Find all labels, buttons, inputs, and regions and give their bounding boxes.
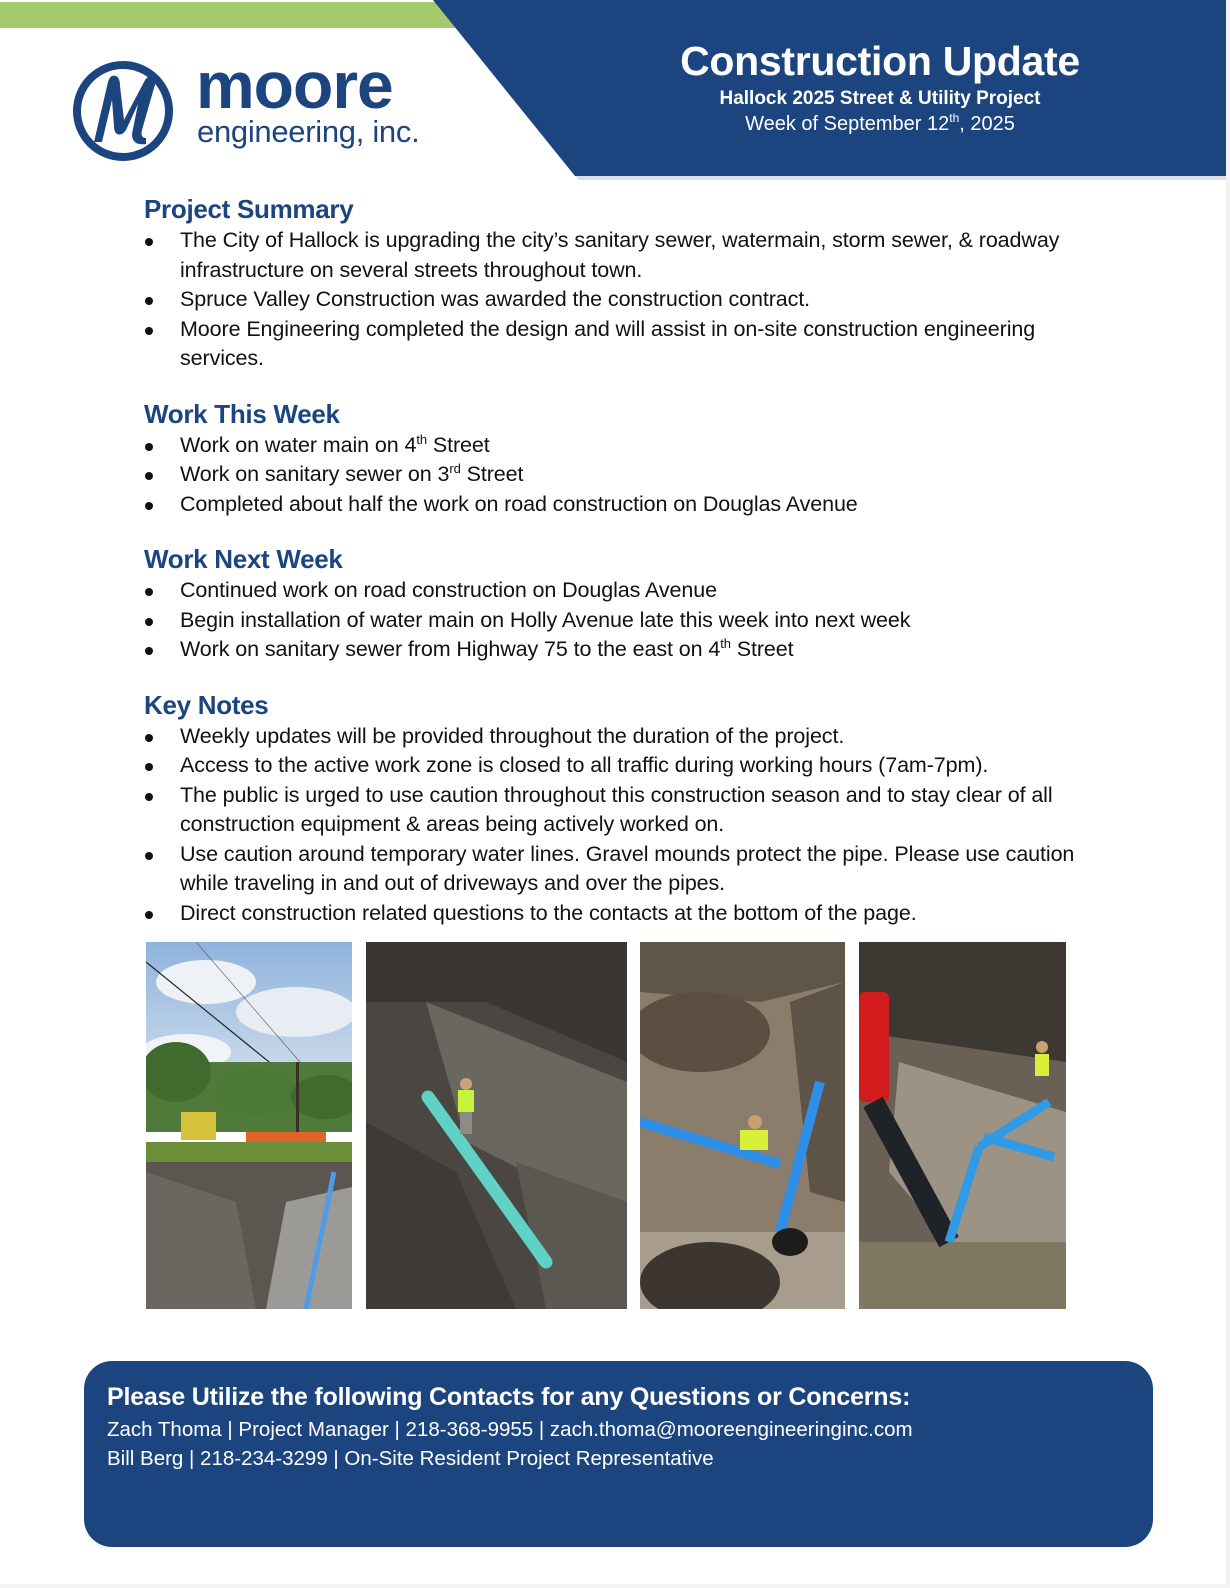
list-item-text: Work on water main on 4	[180, 432, 417, 457]
list-item-text: Direct construction related questions to the contacts at the bottom of the page.	[180, 900, 917, 925]
bullet-icon	[145, 763, 153, 771]
bullet-icon	[145, 588, 153, 596]
moore-m-circle-logo-icon	[72, 60, 174, 162]
list-item-text: Weekly updates will be provided throughout the duration of the project.	[180, 723, 845, 748]
contacts-title: Please Utilize the following Contacts for any Questions or Concerns:	[107, 1383, 911, 1411]
week-ordinal: th	[949, 111, 960, 125]
list-item-text-end: Street	[460, 462, 524, 486]
section-work-this-week	[144, 397, 1124, 520]
bullet-icon	[145, 734, 153, 742]
bullet-icon	[145, 238, 153, 246]
list-item-text: Continued work on road construction on Douglas Avenue	[180, 578, 717, 602]
list-item	[144, 431, 1124, 461]
list-item	[144, 899, 1124, 929]
logo-subline: engineering, inc.	[197, 114, 420, 149]
contact-project-manager: Zach Thoma | Project Manager | 218-368-9955 | zach.thoma@mooreengineeringinc.com	[107, 1418, 913, 1441]
next-week-list	[144, 576, 1124, 665]
bullet-icon	[145, 443, 153, 451]
list-item	[144, 490, 1124, 520]
contact-resident-representative: Bill Berg | 218-234-3299 | On-Site Resident Project Representative	[107, 1447, 714, 1470]
list-item	[144, 751, 1124, 781]
trench-pipe-photo-icon	[366, 942, 627, 1309]
watermain-tee-photo	[640, 942, 845, 1309]
section-title: Project Summary	[144, 194, 354, 224]
section-title: Key Notes	[144, 689, 269, 720]
list-item-text: Spruce Valley Construction was awarded the construction contract.	[180, 287, 811, 311]
list-item-text: Use caution around temporary water lines. Gravel mounds protect the pipe. Please use caution while traveling in and out of driveways and over the pipes.	[180, 841, 1075, 895]
bullet-icon	[145, 502, 153, 510]
section-project-summary	[144, 192, 1124, 374]
list-item-text-end: Street	[426, 432, 490, 457]
section-work-next-week	[144, 542, 1124, 665]
week-date	[620, 112, 1140, 136]
list-item-text: The public is urged to use caution throughout this construction season and to stay clear of all construction equipment & areas being actively worked on.	[180, 782, 1053, 836]
list-item	[144, 840, 1124, 899]
list-item-text: Access to the active work zone is closed to all traffic during working hours (7am-7pm).	[180, 753, 989, 777]
list-item-text: Work on sanitary sewer on 3	[180, 462, 450, 486]
bullet-icon	[145, 327, 153, 335]
list-item-text: Completed about half the work on road construction on Douglas Avenue	[180, 491, 858, 516]
ordinal-suffix: th	[416, 431, 427, 447]
ordinal-suffix: rd	[449, 461, 461, 476]
ordinal-suffix: th	[720, 636, 731, 651]
list-item	[144, 226, 1124, 285]
bullet-icon	[145, 852, 153, 860]
list-item	[144, 460, 1124, 490]
bullet-icon	[145, 911, 153, 919]
list-item	[144, 635, 1124, 665]
section-key-notes	[144, 688, 1124, 929]
watermain-tee-photo-icon	[640, 942, 845, 1309]
street-excavation-photo-icon	[146, 942, 352, 1309]
list-item	[144, 781, 1124, 840]
list-item-text: Moore Engineering completed the design and will assist in on-site construction engineering services.	[180, 316, 1036, 370]
week-suffix: , 2025	[959, 113, 1015, 135]
contacts-box	[84, 1361, 1153, 1547]
content	[144, 192, 1124, 928]
bullet-icon	[145, 618, 153, 626]
project-name: Hallock 2025 Street & Utility Project	[719, 88, 1041, 109]
logo-wordmark: moore	[196, 48, 393, 122]
bullet-icon	[145, 472, 153, 480]
list-item	[144, 315, 1124, 374]
list-item	[144, 606, 1124, 636]
section-title: Work Next Week	[144, 544, 343, 574]
week-prefix: Week of September 12	[745, 113, 950, 135]
key-notes-list	[144, 722, 1124, 929]
list-item	[144, 285, 1124, 315]
list-item-text: Work on sanitary sewer from Highway 75 to the east on 4	[180, 637, 721, 661]
hydrant-connection-photo	[859, 942, 1066, 1309]
header-text	[620, 38, 1140, 136]
section-title: Work This Week	[144, 398, 340, 429]
page-title: Construction Update	[680, 38, 1080, 84]
bullet-icon	[145, 647, 153, 655]
trench-pipe-photo	[366, 942, 627, 1309]
list-item-text: Begin installation of water main on Holly Avenue late this week into next week	[180, 607, 911, 632]
this-week-list	[144, 431, 1124, 520]
summary-list	[144, 226, 1124, 374]
bullet-icon	[145, 297, 153, 305]
list-item	[144, 722, 1124, 752]
street-excavation-photo	[146, 942, 352, 1309]
hydrant-connection-photo-icon	[859, 942, 1066, 1309]
list-item	[144, 576, 1124, 606]
company-logo	[72, 48, 432, 162]
bullet-icon	[145, 793, 153, 801]
list-item-text: The City of Hallock is upgrading the city’s sanitary sewer, watermain, storm sewer, & roadway infrastructure on several streets throughout town.	[180, 228, 1060, 282]
list-item-text-end: Street	[730, 637, 794, 661]
